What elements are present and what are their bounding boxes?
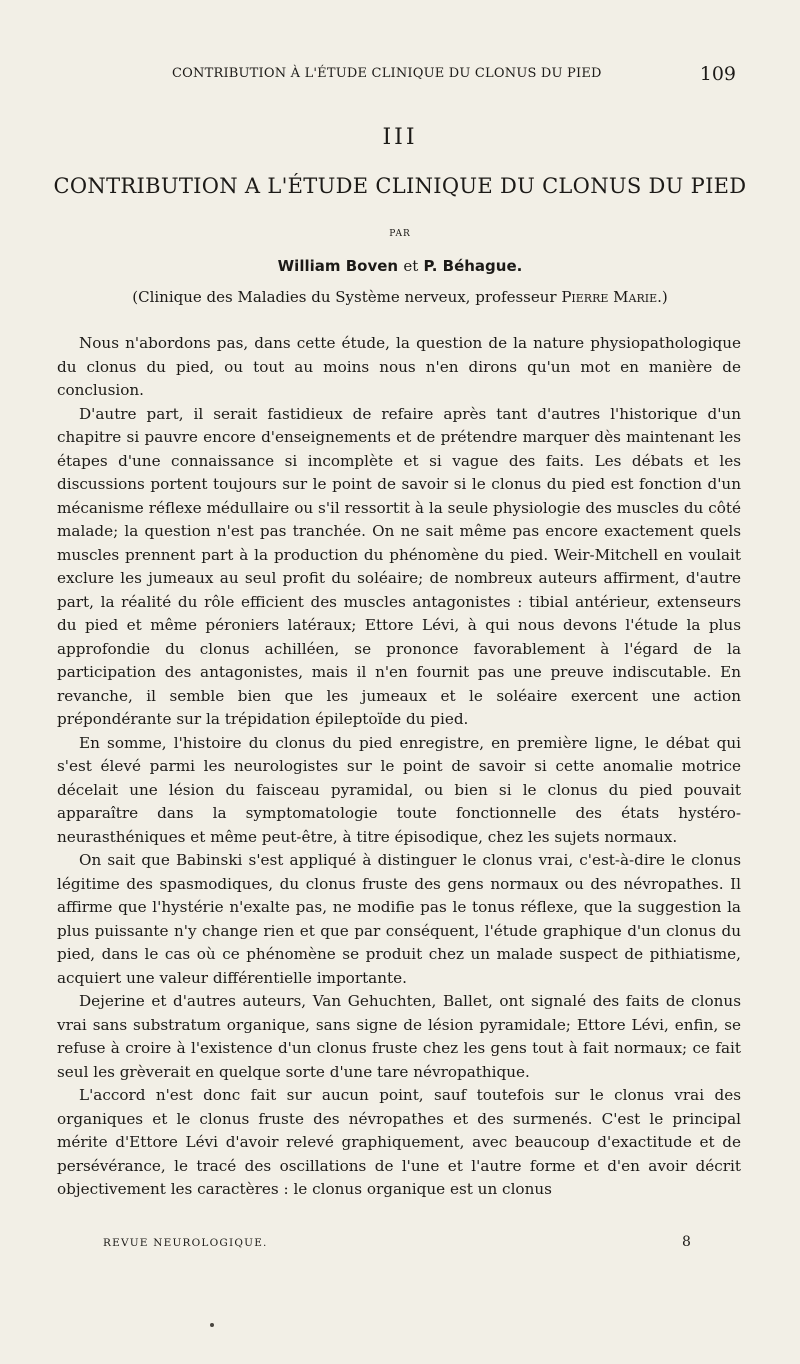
- author-behague: P. Béhague.: [423, 257, 523, 275]
- footer-journal: REVUE NEUROLOGIQUE.: [103, 1237, 268, 1249]
- affiliation-prefix: (Clinique des Maladies du Système nerveux, professeur: [132, 288, 557, 306]
- paragraph-3: En somme, l'histoire du clonus du pied enregistre, en première ligne, le débat qui s'est élevé parmi les neurologistes sur le point de savoir si cette anomalie motrice décelait une lésion du faisceau pyramidal, ou bien si le clonus du pied pouvait apparaître dans la symptomatologie toute fonctionnelle des états hystéro-neurasthéniques et même peut-être, à titre épisodique, chez les sujets normaux.: [57, 733, 741, 846]
- running-head-title: CONTRIBUTION À L'ÉTUDE CLINIQUE DU CLONUS DU PIED: [172, 66, 602, 81]
- article-title: CONTRIBUTION A L'ÉTUDE CLINIQUE DU CLONUS DU PIED: [53, 174, 747, 198]
- affiliation: [0, 288, 800, 306]
- paragraph-4: On sait que Babinski s'est appliqué à distinguer le clonus vrai, c'est-à-dire le clonus légitime des spasmodiques, du clonus fruste des gens normaux ou des névropathes. Il affirme que l'hystérie n'exalte pas, ne modifie pas le tonus réflexe, que la suggestion la plus puissante n'y change rien et que par conséquent, l'étude graphique d'un clonus du pied, dans le cas où ce phénomène se produit chez un malade suspect de pithiatisme, acquiert une valeur différentielle importante.: [57, 851, 741, 987]
- paragraph-5: Dejerine et d'autres auteurs, Van Gehuchten, Ballet, ont signalé des faits de clonus vrai sans substratum organique, sans signe de lésion pyramidale; Ettore Lévi, enfin, se refuse à croire à l'existence d'un clonus fruste chez les gens tout à fait normaux; ce fait seul les grèverait en quelque sorte d'une tare névropathique.: [57, 992, 741, 1081]
- article-body: [57, 332, 741, 1202]
- author-joiner: et: [403, 257, 419, 275]
- affiliation-professor: Pierre Marie: [561, 288, 658, 306]
- section-number: III: [382, 125, 418, 150]
- paragraph-2: D'autre part, il serait fastidieux de refaire après tant d'autres l'historique d'un chapitre si pauvre encore d'enseignements et de prétendre marquer dès maintenant les étapes d'une connaissance si incomplète et si vague des faits. Les débats et les discussions portent toujours sur le point de savoir si le clonus du pied est fonction d'un mécanisme réflexe médullaire ou s'il ressortit à la seule physiologie des muscles du côté malade; la question n'est pas tranchée. On ne sait même pas encore exactement quels muscles prennent part à la production du phénomène du pied. Weir-Mitchell en voulait exclure les jumeaux au seul profit du soléaire; de nombreux auteurs affirment, d'autre part, la réalité du rôle efficient des muscles antagonistes : tibial antérieur, extenseurs du pied et même péroniers latéraux; Ettore Lévi, à qui nous devons l'étude la plus approfondie du clonus achilléen, se prononce favorablement à l'égard de la participation des antagonistes, mais il n'en fournit pas une preuve indiscutable. En revanche, il semble bien que les jumeaux et le soléaire exercent une action prépondérante sur la trépidation épileptoïde du pied.: [57, 404, 741, 728]
- running-head: [60, 63, 740, 85]
- author-boven: William Boven: [277, 257, 399, 275]
- authors: [0, 257, 800, 275]
- byline-par: PAR: [389, 229, 411, 239]
- print-speck: [210, 1323, 214, 1327]
- footer-signature: 8: [682, 1234, 691, 1250]
- paragraph-6: L'accord n'est donc fait sur aucun point, sauf toutefois sur le clonus vrai des organiques et le clonus fruste des névropathes et des surmenés. C'est le principal mérite d'Ettore Lévi d'avoir relevé graphiquement, avec beaucoup d'exactitude et de persévérance, le tracé des oscillations de l'une et l'autre forme et d'en avoir décrit objectivement les caractères : le clonus organique est un clonus: [57, 1086, 741, 1198]
- paragraph-1: Nous n'abordons pas, dans cette étude, la question de la nature physiopathologique du clonus du pied, ou tout au moins nous n'en dirons qu'un mot en manière de conclusion.: [57, 334, 741, 399]
- affiliation-suffix: .): [657, 288, 668, 306]
- page-number: 109: [699, 63, 736, 85]
